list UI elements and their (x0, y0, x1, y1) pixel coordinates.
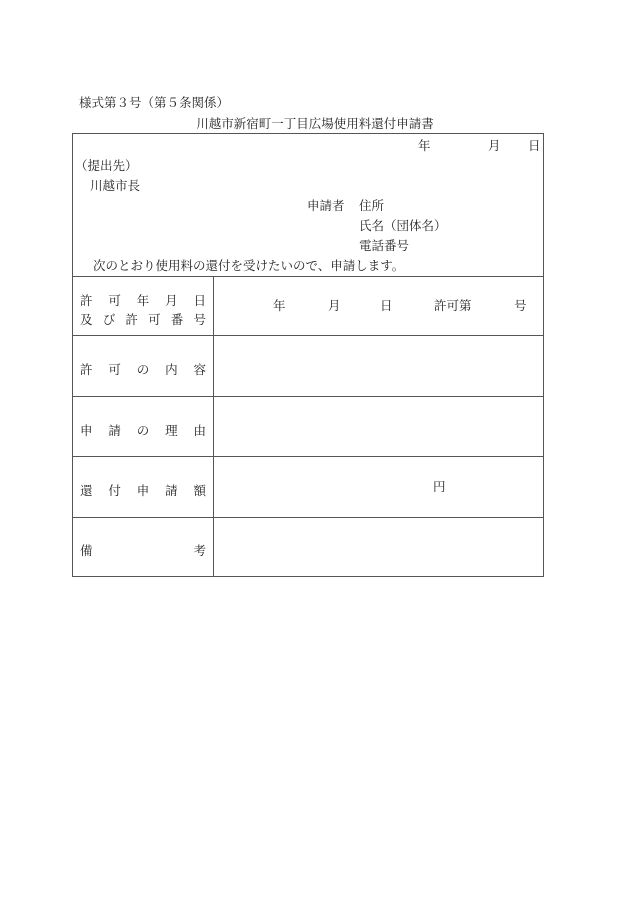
table-row-refund-amount (73, 457, 543, 518)
permit-number-suffix: 号 (514, 298, 527, 313)
table-row-application-reason (73, 397, 543, 457)
label-char: 備 (80, 543, 93, 558)
application-reason-field[interactable] (214, 397, 543, 456)
form-header-section (73, 134, 543, 277)
label-char: 還 (80, 483, 93, 498)
label-char: 許 (80, 362, 93, 377)
label-char: 請 (108, 423, 121, 438)
application-statement: 次のとおり使用料の還付を受けたいので、申請します。 (93, 258, 405, 273)
refund-amount-field[interactable] (214, 457, 543, 517)
date-year-label: 年 (418, 138, 431, 153)
permit-content-field[interactable] (214, 336, 543, 396)
label-cell (73, 276, 214, 335)
label-char: び (102, 312, 116, 327)
address-label: 住所 (359, 198, 385, 213)
label-char: 日 (193, 293, 206, 308)
label-char: 年 (136, 293, 150, 308)
document-title: 川越市新宿町一丁目広場使用料還付申請書 (196, 116, 434, 131)
label-cell (73, 457, 214, 517)
label-char: 申 (136, 483, 150, 498)
label-char: 理 (165, 423, 178, 438)
label-char: の (136, 362, 150, 377)
label-cell (73, 336, 214, 396)
remarks-field[interactable] (214, 518, 543, 576)
label-char: 月 (165, 293, 178, 308)
label-char: の (136, 423, 150, 438)
label-char: 許 (80, 293, 93, 308)
label-char: 考 (193, 543, 206, 558)
label-char: 内 (165, 362, 178, 377)
table-row-permit-content (73, 336, 543, 397)
label-char: 由 (193, 423, 206, 438)
date-day-label: 日 (528, 138, 541, 153)
label-char: 許 (125, 312, 138, 327)
table-row-permit-date-number (73, 276, 543, 336)
label-char: 可 (108, 293, 121, 308)
applicant-label: 申請者 (307, 198, 345, 213)
submit-to-label: （提出先） (75, 158, 138, 173)
phone-label: 電話番号 (359, 238, 410, 253)
permit-number-prefix: 許可第 (434, 298, 472, 313)
label-char: 可 (108, 362, 121, 377)
label-char: 号 (193, 312, 206, 327)
label-char: 可 (148, 312, 161, 327)
label-char: 申 (80, 423, 93, 438)
date-month-label: 月 (488, 138, 501, 153)
permit-day-label: 日 (380, 298, 393, 313)
label-char: 容 (193, 362, 206, 377)
submit-to-recipient: 川越市長 (90, 178, 141, 193)
label-char: 及 (80, 312, 93, 327)
label-cell (73, 397, 214, 456)
name-label: 氏名（団体名） (359, 218, 447, 233)
table-row-remarks (73, 518, 543, 576)
label-char: 番 (170, 312, 184, 327)
label-cell (73, 518, 214, 576)
permit-month-label: 月 (328, 298, 341, 313)
permit-date-number-field[interactable] (214, 276, 543, 335)
label-char: 額 (193, 483, 206, 498)
label-char: 付 (108, 483, 121, 498)
application-form-table (72, 133, 544, 577)
permit-year-label: 年 (273, 298, 286, 313)
label-char: 請 (165, 483, 178, 498)
yen-unit-label: 円 (433, 479, 446, 494)
form-number: 様式第３号（第５条関係） (79, 95, 230, 110)
